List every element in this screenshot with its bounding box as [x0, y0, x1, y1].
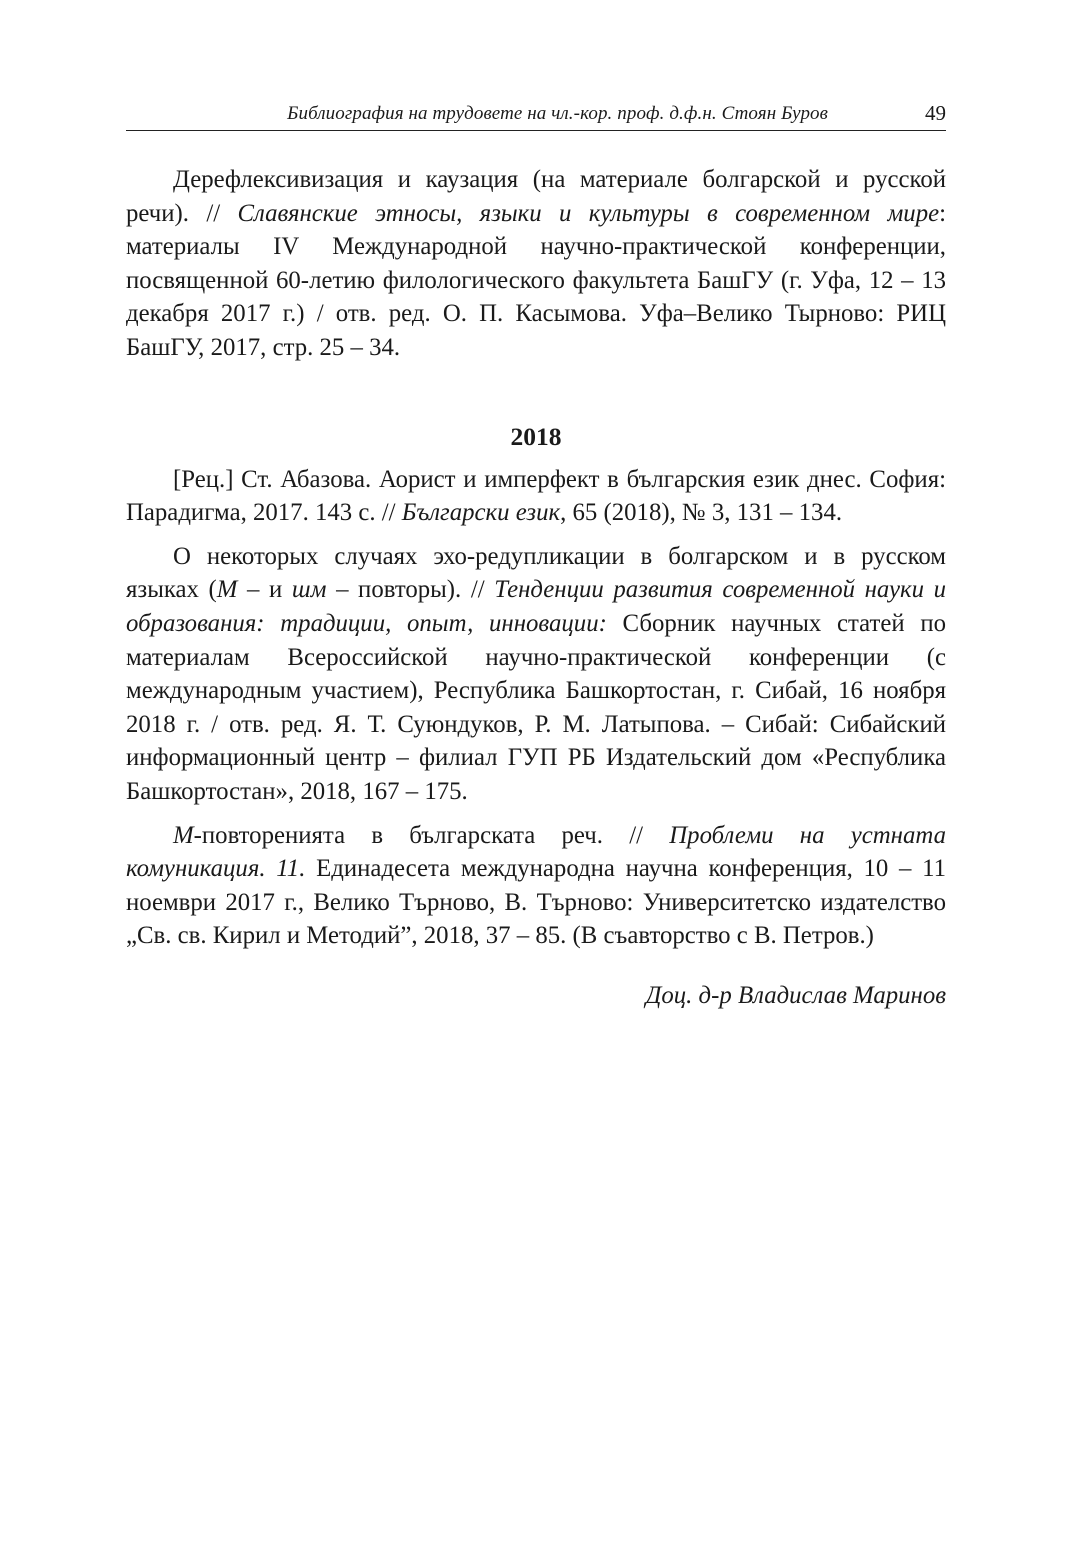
page-number: 49 — [925, 101, 946, 125]
entry-title: Славянские этносы, языки и культуры в современном мире — [237, 199, 940, 227]
entry-title: Български език — [401, 499, 561, 527]
running-title: Библиография на трудовете на чл.-кор. проф. д.ф.н. Стоян Буров — [287, 103, 828, 124]
entry-text: -повторенията в българската реч. // — [193, 821, 670, 849]
bibliography-entry — [126, 163, 946, 365]
entry-text: Единадесета международна научна конференция, 10 – 11 ноември 2017 г., Велико Търново, В. Търново: Университетско издателство „Св. св. Кирил и Методий”, 2018, 37 – 85. (В съавторство с В. Петров.) — [126, 855, 946, 950]
entry-italic-term: шм — [291, 576, 327, 604]
entry-text: – повторы). // — [326, 576, 495, 604]
section-year-heading: 2018 — [510, 421, 562, 451]
entry-text: : материалы IV Международной научно-практической конференции, посвященной 60-летию филологического факультета БашГУ (г. Уфа, 12 – 13 декабря 2017 г.) / отв. ред. О. П. Касымова. Уфа–Велико Тырново: РИЦ БашГУ, 2017, стр. 25 – 34. — [126, 199, 946, 361]
entry-title: Проблеми на устната комуникация. 11. — [126, 821, 946, 883]
entry-text: О некоторых случаях эхо-редупликации в болгарском и в русском языках ( — [126, 542, 946, 604]
author-signature: Доц. д-р Владислав Маринов — [645, 981, 946, 1009]
bibliography-entry — [126, 540, 946, 809]
entry-text: , 65 (2018), № 3, 131 – 134. — [560, 499, 843, 527]
entry-title: Тенденции развития современной науки и образования: традиции, опыт, инновации: — [126, 576, 946, 637]
entry-text: Дерефлексивизация и каузация (на материале болгарской и русской речи). // — [126, 166, 946, 227]
entry-text: Сборник научных статей по материалам Всероссийской научно-практической конференции (с международным участием), Республика Башкортостан, г. Сибай, 16 ноября 2018 г. / отв. ред. Я. Т. Суюндуков, Р. М. Латыпова. – Сибай: Сибайский информационный центр – филиал ГУП РБ Издательский дом «Республика Башкортостан», 2018, 167 – 175. — [126, 609, 946, 805]
entry-italic-term: М — [173, 821, 194, 849]
entry-text: [Рец.] Ст. Абазова. Аорист и имперфект в българския език днес. София: Парадигма, 2017. 143 с. // — [126, 465, 946, 527]
bibliography-entry — [126, 463, 946, 530]
entry-text: – и — [237, 576, 292, 604]
bibliography-entry — [126, 819, 946, 953]
running-header — [126, 100, 946, 131]
bibliography-body — [126, 163, 946, 1012]
entry-italic-term: М — [216, 576, 238, 604]
